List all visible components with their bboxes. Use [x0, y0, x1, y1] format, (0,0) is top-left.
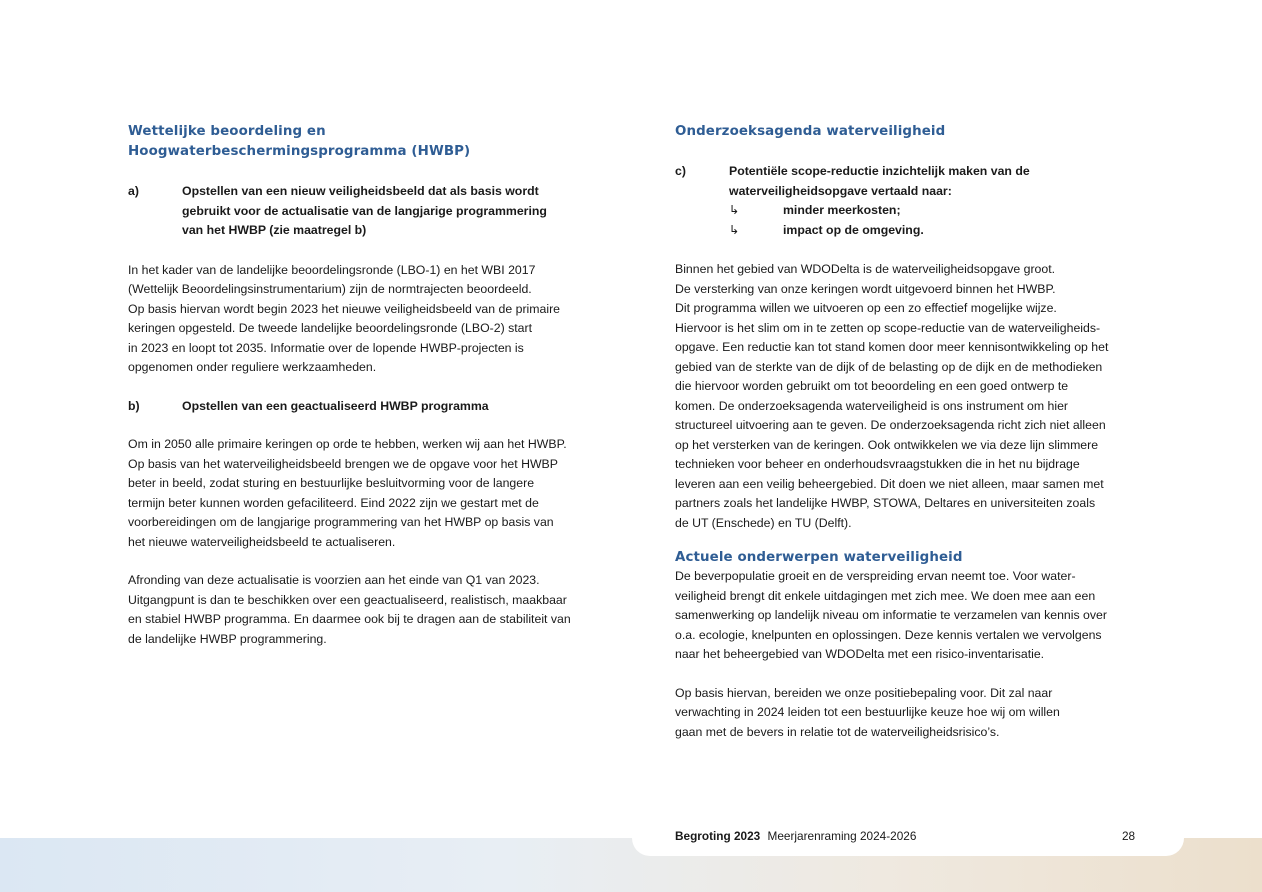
footer-subtitle: Meerjarenraming 2024-2026 [767, 829, 917, 843]
paragraph-line: die hiervoor worden gebruikt om tot beoordeling en een goed ontwerp te [675, 379, 1069, 393]
section-heading-current-topics: Actuele onderwerpen waterveiligheid [675, 550, 963, 565]
bullet-item [675, 221, 1145, 241]
paragraph-line: veiligheid brengt dit enkele uitdagingen met zich mee. We doen mee aan een [675, 588, 1096, 603]
paragraph-line: en stabiel HWBP programma. En daarmee ook bij te dragen aan de stabiliteit van [128, 612, 571, 626]
paragraph [128, 261, 598, 378]
bullet-text: impact op de omgeving. [783, 222, 924, 237]
section-heading-hwbp: Wettelijke beoordeling en Hoogwaterbeschermingsprogramma (HWBP) [128, 124, 471, 159]
paragraph-line: opgave. Een reductie kan tot stand komen door meer kennisontwikkeling op het [675, 340, 1109, 354]
item-text [729, 162, 1145, 201]
paragraph-line: Op basis hiervan wordt begin 2023 het nieuwe veiligheidsbeeld van de primaire [128, 301, 561, 316]
bullet-item [675, 201, 1145, 221]
paragraph-line: verwachting in 2024 leiden tot een bestuurlijke keuze hoe wij om willen [675, 705, 1060, 719]
paragraph-line: Om in 2050 alle primaire keringen op orde te hebben, werken wij aan het HWBP. [128, 437, 567, 451]
item-line: gebruikt voor de actualisatie van de langjarige programmering [182, 203, 547, 218]
paragraph-line: gaan met de bevers in relatie tot de waterveiligheidsrisico’s. [675, 724, 1000, 739]
measure-item-c [675, 162, 1145, 201]
paragraph-line: het nieuwe waterveiligheidsbeeld te actualiseren. [128, 534, 396, 549]
measure-item-b [128, 397, 598, 417]
paragraph-line: Dit programma willen we uitvoeren op een zo effectief mogelijke wijze. [675, 301, 1057, 315]
paragraph-line: in 2023 en loopt tot 2035. Informatie over de lopende HWBP-projecten is [128, 340, 524, 355]
item-line: waterveiligheidsopgave vertaald naar: [729, 183, 952, 198]
bullet-text: minder meerkosten; [783, 203, 901, 217]
paragraph-line: Afronding van deze actualisatie is voorzien aan het einde van Q1 van 2023. [128, 573, 540, 587]
right-column [675, 120, 1145, 742]
paragraph-line: de landelijke HWBP programmering. [128, 631, 327, 646]
paragraph-line: De beverpopulatie groeit en de verspreiding ervan neemt toe. Voor water- [675, 569, 1076, 583]
paragraph-line: Binnen het gebied van WDODelta is de waterveiligheidsopgave groot. [675, 262, 1056, 276]
paragraph-line: o.a. ecologie, knelpunten en oplossingen. Deze kennis vertalen we vervolgens [675, 627, 1102, 642]
paragraph-line: Uitgangpunt is dan te beschikken over een geactualiseerd, realistisch, maakbaar [128, 592, 567, 607]
item-text [182, 182, 598, 241]
left-column [128, 120, 598, 649]
paragraph-line: leveren aan een veilig beheergebied. Dit doen we niet alleen, maar samen met [675, 476, 1104, 491]
paragraph-line: structureel uitvoering aan te geven. De onderzoeksagenda richt zich niet alleen [675, 418, 1106, 432]
paragraph-line: beter in beeld, zodat sturing en bestuurlijke besluitvorming voor de langere [128, 476, 535, 490]
paragraph-line: Op basis van het waterveiligheidsbeeld brengen we de opgave voor het HWBP [128, 456, 558, 471]
paragraph-line: voorbereidingen om de langjarige programmering van het HWBP op basis van [128, 515, 554, 529]
paragraph-line: de UT (Enschede) en TU (Delft). [675, 515, 852, 530]
arrow-icon: ↳ [729, 222, 740, 237]
measure-item-a [128, 182, 598, 241]
item-line: Potentiële scope-reductie inzichtelijk maken van de [729, 164, 1030, 178]
paragraph-line: opgenomen onder reguliere werkzaamheden. [128, 360, 377, 374]
paragraph [675, 260, 1145, 533]
paragraph-line: op het versterken van de keringen. Ook ontwikkelen we via deze lijn slimmere [675, 437, 1099, 452]
item-line: Opstellen van een geactualiseerd HWBP programma [182, 398, 489, 413]
paragraph-line: samenwerking op landelijk niveau om informatie te verzamelen van kennis over [675, 608, 1107, 622]
item-line: Opstellen van een nieuw veiligheidsbeeld dat als basis wordt [182, 184, 539, 198]
paragraph-line: In het kader van de landelijke beoordelingsronde (LBO-1) en het WBI 2017 [128, 262, 536, 277]
item-label: a) [128, 184, 139, 198]
footer-running-title [675, 828, 916, 844]
paragraph [675, 567, 1145, 665]
paragraph-line: gebied van de sterkte van de dijk of de belasting op de dijk en de methodieken [675, 359, 1103, 374]
paragraph-line: (Wettelijk Beoordelingsinstrumentarium) zijn de normtrajecten beoordeeld. [128, 282, 532, 296]
item-label: c) [675, 164, 686, 178]
paragraph-line: Hiervoor is het slim om in te zetten op scope-reductie van de waterveiligheids- [675, 320, 1101, 335]
paragraph-line: keringen opgesteld. De tweede landelijke beoordelingsronde (LBO-2) start [128, 321, 532, 335]
paragraph-line: Op basis hiervan, bereiden we onze positiebepaling voor. Dit zal naar [675, 685, 1053, 700]
page-number: 28 [1122, 829, 1136, 843]
item-text [182, 397, 598, 417]
item-label: b) [128, 398, 140, 413]
paragraph-line: partners zoals het landelijke HWBP, STOWA, Deltares en universiteiten zoals [675, 496, 1096, 510]
paragraph [128, 571, 598, 649]
paragraph [128, 435, 598, 552]
paragraph-line: termijn beter kunnen worden gefaciliteerd. Eind 2022 zijn we gestart met de [128, 495, 539, 510]
paragraph [675, 684, 1145, 743]
item-line: van het HWBP (zie maatregel b) [182, 223, 367, 237]
footer-title: Begroting 2023 [675, 829, 761, 843]
paragraph-line: technieken voor beheer en onderhoudsvraagstukken die in het nu bijdrage [675, 457, 1080, 471]
section-heading-research-agenda: Onderzoeksagenda waterveiligheid [675, 124, 946, 139]
paragraph-line: naar het beheergebied van WDODelta met een risico-inventarisatie. [675, 647, 1045, 661]
arrow-icon: ↳ [729, 203, 740, 217]
paragraph-line: De versterking van onze keringen wordt uitgevoerd binnen het HWBP. [675, 281, 1056, 296]
paragraph-line: komen. De onderzoeksagenda waterveiligheid is ons instrument om hier [675, 398, 1069, 413]
